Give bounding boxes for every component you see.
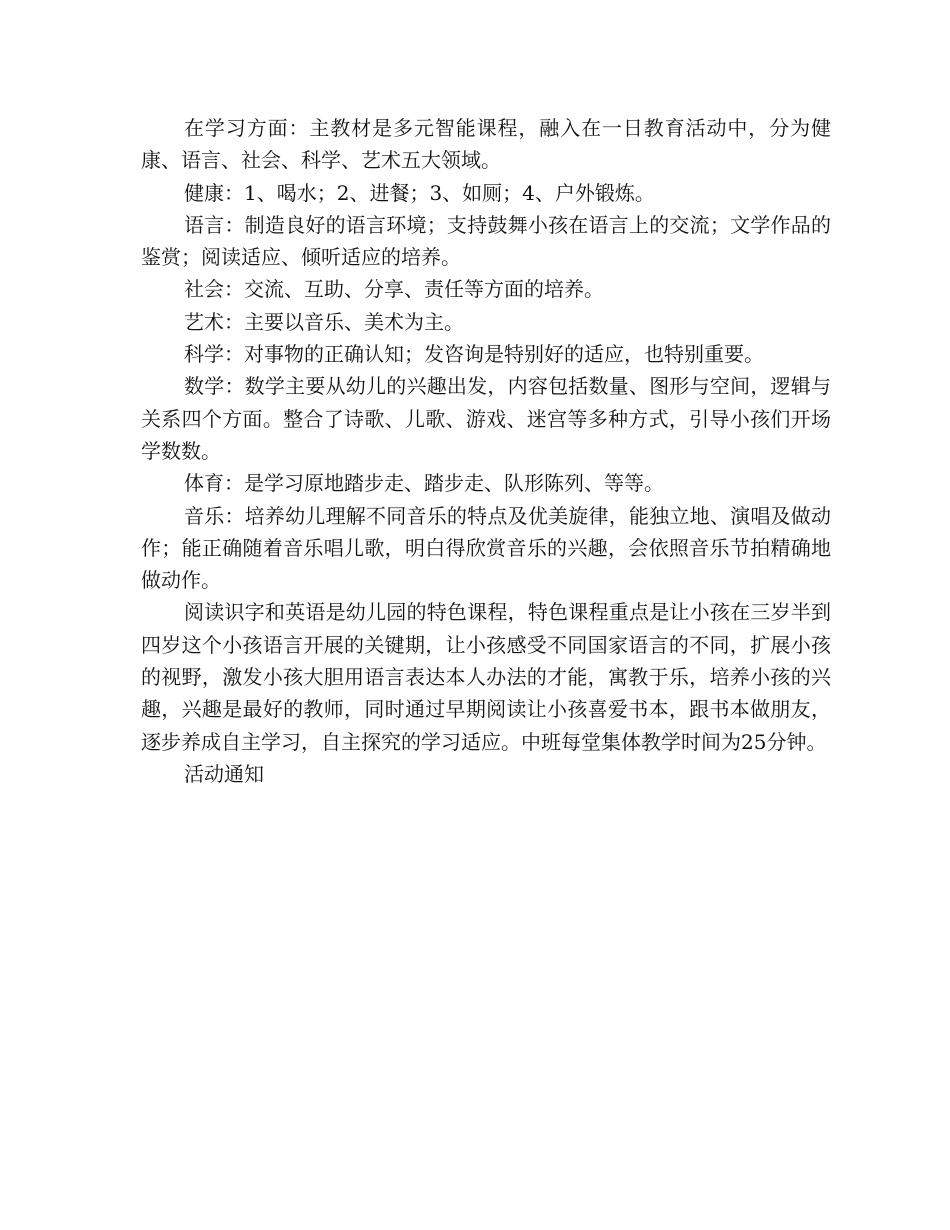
paragraph-society: 社会：交流、互助、分享、责任等方面的培养。 [184, 277, 604, 302]
paragraph-health: 健康：1、喝水；2、进餐；3、如厕；4、户外锻炼。 [184, 180, 655, 205]
paragraph-science: 科学：对事物的正确认知；发咨询是特别好的适应，也特别重要。 [184, 342, 764, 367]
paragraph-activity-notice: 活动通知 [184, 761, 264, 786]
paragraph-pe: 体育：是学习原地踏步走、踏步走、队形陈列、等等。 [184, 471, 664, 496]
paragraph-math: 数学：数学主要从幼儿的兴趣出发，内容包括数量、图形与空间，逻辑与关系四个方面。整合了诗歌、儿歌、游戏、迷宫等多种方式，引导小孩们开场学数数。 [141, 374, 831, 463]
paragraph-language: 语言：制造良好的语言环境；支持鼓舞小孩在语言上的交流；文学作品的鉴赏；阅读适应、倾听适应的培养。 [141, 212, 831, 270]
document-body [141, 112, 831, 790]
paragraph-music: 音乐：培养幼儿理解不同音乐的特点及优美旋律，能独立地、演唱及做动作；能正确随着音乐唱儿歌，明白得欣赏音乐的兴趣，会依照音乐节拍精确地做动作。 [141, 503, 831, 593]
paragraph-art: 艺术：主要以音乐、美术为主。 [184, 309, 464, 334]
paragraph-reading-english: 阅读识字和英语是幼儿园的特色课程，特色课程重点是让小孩在三岁半到四岁这个小孩语言开展的关键期，让小孩感受不同国家语言的不同，扩展小孩的视野，激发小孩大胆用语言表达本人办法的才能，寓教于乐，培养小孩的兴趣，兴趣是最好的教师，同时通过早期阅读让小孩喜爱书本，跟书本做朋友，逐步养成自主学习，自主探究的学习适应。中班每堂集体教学时间为25分钟。 [141, 600, 831, 754]
paragraph-learning-overview: 在学习方面：主教材是多元智能课程，融入在一日教育活动中，分为健康、语言、社会、科学、艺术五大领域。 [141, 116, 831, 173]
